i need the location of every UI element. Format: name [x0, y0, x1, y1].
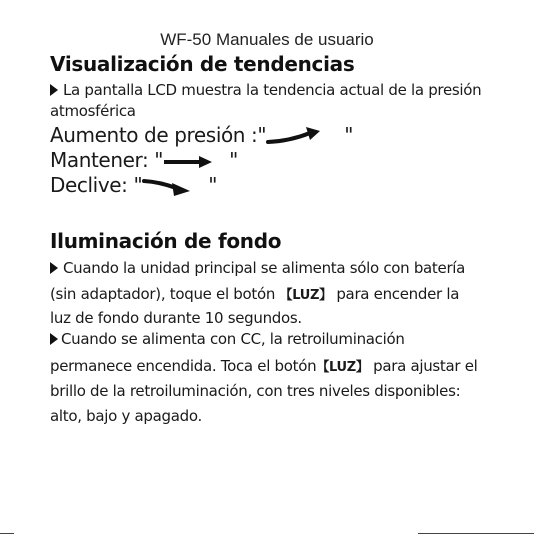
falling-close-quote: "	[208, 173, 218, 197]
backlight-p1-text-2a: (sin adaptador), toque el botón	[50, 285, 280, 303]
steady-label: Mantener: "	[50, 148, 164, 172]
backlight-p2-line-4: alto, bajo y apagado.	[50, 407, 202, 425]
rising-close-quote: "	[344, 123, 353, 147]
triangle-bullet-icon	[50, 333, 58, 345]
backlight-p2-line-2	[50, 356, 478, 375]
trend-intro-text-1: La pantalla LCD muestra la tendencia actual de la presión	[63, 81, 482, 99]
backlight-p2-line-1	[50, 330, 405, 348]
backlight-p1-text-1: Cuando la unidad principal se alimenta sólo con batería	[63, 259, 466, 277]
trend-intro-line-2: atmosférica	[50, 102, 136, 120]
backlight-p1-line-1	[50, 259, 465, 277]
backlight-p2-text-2a: permanece encendida. Toca el botón	[50, 357, 317, 375]
trend-intro-line-1	[50, 81, 481, 99]
section-title-backlight: Iluminación de fondo	[50, 229, 282, 253]
page-header: WF-50 Manuales de usuario	[160, 30, 374, 49]
backlight-p1-text-2b: para encender la	[331, 285, 460, 303]
backlight-p1-line-3: luz de fondo durante 10 segundos.	[50, 309, 302, 327]
rising-label: Aumento de presión :"	[50, 123, 267, 147]
backlight-p2-text-1: Cuando se alimenta con CC, la retroiluminación	[61, 330, 405, 348]
section-title-trend: Visualización de tendencias	[50, 52, 355, 76]
backlight-p2-line-3: brillo de la retroiluminación, con tres niveles disponibles:	[50, 382, 461, 400]
backlight-p1-line-2	[50, 284, 459, 303]
triangle-bullet-icon	[50, 84, 58, 96]
backlight-p2-text-2b: para ajustar el	[368, 357, 478, 375]
triangle-bullet-icon	[50, 262, 58, 274]
arrow-down-right-icon	[142, 177, 192, 197]
trend-rising-row	[50, 123, 353, 147]
falling-label: Declive: "	[50, 173, 143, 197]
luz-key-label: 【LUZ】	[279, 288, 332, 303]
luz-key-label: 【LUZ】	[316, 360, 369, 375]
arrow-up-right-icon	[266, 127, 322, 147]
arrow-right-icon	[163, 154, 213, 170]
trend-steady-row	[50, 148, 238, 172]
steady-close-quote: "	[229, 148, 238, 172]
trend-falling-row	[50, 173, 217, 197]
